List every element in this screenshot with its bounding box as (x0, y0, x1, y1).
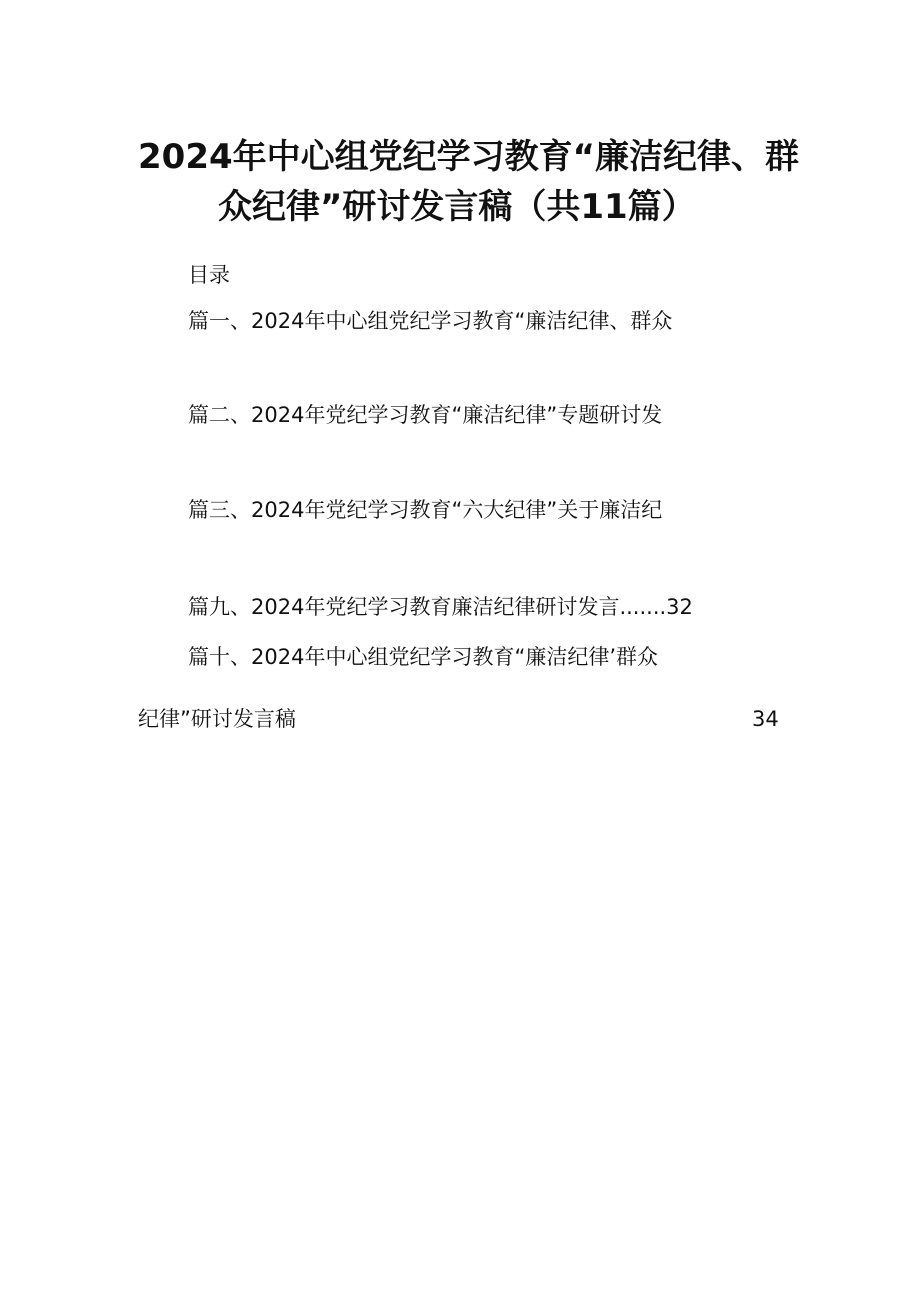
toc-heading: 目录 (188, 263, 230, 287)
toc-entry-9[interactable]: 篇九、2024年党纪学习教育廉洁纪律研讨发言.......32 (188, 595, 693, 619)
toc-page-number: 34 (752, 707, 779, 731)
toc-entry-10-continued[interactable]: 纪律”研讨发言稿 (138, 707, 296, 731)
toc-entry-2[interactable]: 篇二、2024年党纪学习教育“廉洁纪律”专题研讨发 (188, 403, 663, 427)
document-title-line-2: 众纪律”研讨发言稿（共11篇） (218, 187, 696, 227)
document-title-line-1: 2024年中心组党纪学习教育“廉洁纪律、群 (138, 137, 799, 177)
toc-entry-1[interactable]: 篇一、2024年中心组党纪学习教育“廉洁纪律、群众 (188, 309, 673, 333)
toc-entry-10[interactable]: 篇十、2024年中心组党纪学习教育“廉洁纪律’群众 (188, 645, 658, 669)
toc-entry-3[interactable]: 篇三、2024年党纪学习教育“六大纪律”关于廉洁纪 (188, 498, 663, 522)
